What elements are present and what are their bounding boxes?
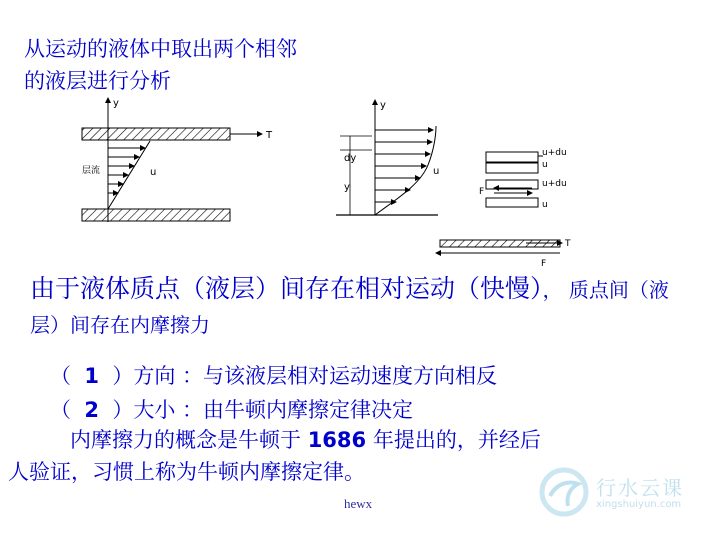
statement-tail: ， 质点间（液层）间存在内摩擦力 <box>30 278 669 337</box>
fig3-udu1-label: u+du <box>542 148 567 158</box>
watermark-brand: 行水云课 <box>596 476 684 500</box>
item-text: ）方向 ：与该液层相对运动速度方向相反 <box>98 364 498 388</box>
title-line-1: 从运动的液体中取出两个相邻 <box>24 37 297 61</box>
fig1-couette-flow <box>82 98 273 222</box>
fig3-layer-pairs <box>479 148 567 210</box>
item-number: 2 <box>84 398 99 422</box>
fig2-u-label: u <box>433 166 440 177</box>
para-line-2: 人验证，习惯上称为牛顿内摩擦定律。 <box>8 460 365 484</box>
fig2-y-label: y <box>380 100 386 111</box>
fig3-u2-label: u <box>542 200 548 210</box>
fig2-boundary-profile <box>336 100 439 215</box>
fig3-F1-label: F <box>479 187 485 197</box>
main-statement <box>30 272 670 342</box>
item-number: 1 <box>84 364 99 388</box>
fig1-bottom-plate <box>82 209 230 221</box>
fig1-T-label: T <box>266 130 273 141</box>
fig3-u1-label: u <box>542 160 548 170</box>
para-pre: 内摩擦力的概念是牛顿于 <box>70 428 308 452</box>
fig2-y2-label: y <box>344 182 350 193</box>
watermark-url: xingshuiyun.com <box>596 499 682 510</box>
fig4-T-label: T <box>565 239 571 249</box>
fig3-lower-layer-a <box>486 163 538 173</box>
watermark-logo-icon <box>538 466 590 518</box>
statement-main: 由于液体质点（液层）间存在相对运动（快慢） <box>30 274 543 303</box>
fig2-dy-label: dy <box>344 153 357 164</box>
fig3-udu2-label: u+du <box>542 179 567 189</box>
fig1-top-plate <box>82 128 230 140</box>
title-line-2: 的液层进行分析 <box>24 69 171 93</box>
para-year: 1686 <box>307 428 367 452</box>
fig1-layer-label: 层流 <box>82 166 101 176</box>
para-post: 年提出的，并经后 <box>366 428 541 452</box>
fig3-upper-layer-a <box>486 152 538 162</box>
fig4-plate-forces <box>436 239 571 269</box>
author-footer: hewx <box>344 496 373 511</box>
fig1-u-label: u <box>150 167 157 178</box>
item-direction: （ 1 ）方向 ：与该液层相对运动速度方向相反 <box>50 364 498 388</box>
item-text: ）大小 ：由牛顿内摩擦定律决定 <box>98 398 414 422</box>
fig1-y-label: y <box>113 98 119 109</box>
fig3-lower-layer-b <box>486 198 538 207</box>
fig4-F-label: F <box>541 259 547 269</box>
item-magnitude: （ 2 ）大小 ：由牛顿内摩擦定律决定 <box>50 398 414 422</box>
